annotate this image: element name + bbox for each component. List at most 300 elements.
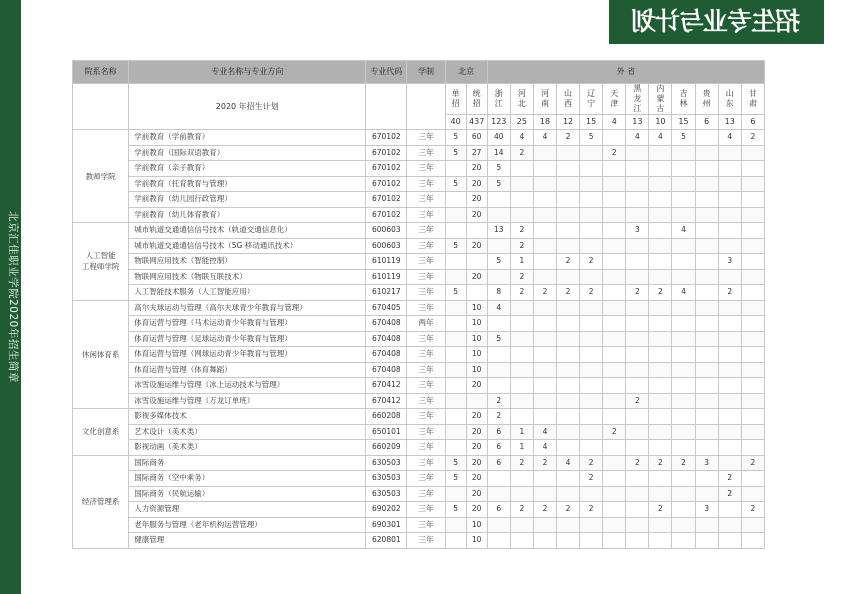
major-name: 学前教育（学前教育） <box>129 130 366 146</box>
table-row <box>73 223 765 239</box>
quota-cell: 6 <box>487 440 510 456</box>
major-code: 630503 <box>366 455 407 471</box>
quota-cell <box>672 238 695 254</box>
quota-cell <box>718 440 741 456</box>
quota-cell <box>718 347 741 363</box>
quota-cell <box>533 517 556 533</box>
quota-cell <box>741 440 764 456</box>
major-name: 体育运营与管理（网球运动青少年教育与管理） <box>129 347 366 363</box>
quota-cell <box>741 254 764 270</box>
quota-cell <box>672 176 695 192</box>
quota-cell <box>649 409 672 425</box>
province-quota: 15 <box>672 115 695 130</box>
quota-cell <box>741 424 764 440</box>
quota-cell <box>533 409 556 425</box>
province-name: 黑 龙 江 <box>626 84 649 115</box>
study-duration: 三年 <box>407 145 445 161</box>
quota-cell <box>510 393 533 409</box>
dept-name: 经济管理系 <box>73 455 129 548</box>
major-name: 老年服务与管理（老年机构运营管理） <box>129 517 366 533</box>
quota-cell: 2 <box>741 455 764 471</box>
quota-cell <box>649 517 672 533</box>
quota-cell: 5 <box>445 238 466 254</box>
quota-cell: 2 <box>718 471 741 487</box>
quota-cell <box>603 269 626 285</box>
quota-cell <box>741 316 764 332</box>
quota-cell: 2 <box>672 455 695 471</box>
quota-cell <box>445 362 466 378</box>
quota-cell <box>557 331 580 347</box>
quota-cell <box>603 440 626 456</box>
major-name: 城市轨道交通通信信号技术（轨道交通信息化） <box>129 223 366 239</box>
quota-cell <box>741 176 764 192</box>
quota-cell <box>672 471 695 487</box>
quota-cell <box>626 331 649 347</box>
quota-cell <box>603 409 626 425</box>
quota-cell: 2 <box>580 502 603 518</box>
major-name: 学前教育（托育教育与管理） <box>129 176 366 192</box>
province-quota: 6 <box>695 115 718 130</box>
quota-cell <box>580 533 603 549</box>
table-row <box>73 471 765 487</box>
quota-cell <box>580 207 603 223</box>
quota-cell <box>672 161 695 177</box>
quota-cell: 2 <box>510 269 533 285</box>
quota-cell <box>649 223 672 239</box>
major-code: 610119 <box>366 254 407 270</box>
major-code: 670102 <box>366 130 407 146</box>
major-name: 学前教育（亲子教育） <box>129 161 366 177</box>
province-quota: 13 <box>626 115 649 130</box>
quota-cell: 20 <box>466 486 487 502</box>
quota-cell: 20 <box>466 378 487 394</box>
quota-cell <box>580 269 603 285</box>
quota-cell <box>557 207 580 223</box>
quota-cell <box>557 300 580 316</box>
header-major: 专业名称与专业方向 <box>129 61 366 84</box>
quota-cell: 4 <box>718 130 741 146</box>
quota-cell <box>718 331 741 347</box>
quota-cell <box>487 347 510 363</box>
quota-cell <box>445 269 466 285</box>
table-header-row <box>73 61 765 84</box>
quota-cell <box>533 207 556 223</box>
quota-cell: 10 <box>466 517 487 533</box>
study-duration: 三年 <box>407 331 445 347</box>
quota-cell <box>580 300 603 316</box>
quota-cell: 2 <box>533 285 556 301</box>
quota-cell: 4 <box>672 223 695 239</box>
quota-cell <box>580 378 603 394</box>
table-row <box>73 145 765 161</box>
quota-cell <box>741 207 764 223</box>
province-quota: 18 <box>533 115 556 130</box>
quota-cell <box>533 223 556 239</box>
quota-cell: 20 <box>466 269 487 285</box>
quota-cell <box>741 347 764 363</box>
quota-cell <box>741 223 764 239</box>
major-name: 学前教育（国际双语教育） <box>129 145 366 161</box>
quota-cell <box>695 207 718 223</box>
quota-cell <box>626 192 649 208</box>
quota-cell <box>445 533 466 549</box>
quota-cell <box>557 424 580 440</box>
major-name: 物联网应用技术（智能控制） <box>129 254 366 270</box>
quota-cell <box>445 378 466 394</box>
quota-cell <box>533 533 556 549</box>
quota-cell <box>533 176 556 192</box>
quota-cell <box>445 440 466 456</box>
quota-cell <box>603 471 626 487</box>
quota-cell <box>580 486 603 502</box>
major-code: 620801 <box>366 533 407 549</box>
quota-cell <box>557 145 580 161</box>
quota-cell <box>695 331 718 347</box>
quota-cell <box>603 285 626 301</box>
quota-cell: 20 <box>466 455 487 471</box>
quota-cell: 10 <box>466 300 487 316</box>
quota-cell: 20 <box>466 440 487 456</box>
quota-cell: 5 <box>445 176 466 192</box>
study-duration: 三年 <box>407 161 445 177</box>
study-duration: 三年 <box>407 192 445 208</box>
quota-cell <box>580 145 603 161</box>
province-quota: 12 <box>557 115 580 130</box>
quota-cell <box>672 254 695 270</box>
major-name: 学前教育（幼儿体育教育） <box>129 207 366 223</box>
quota-cell <box>695 145 718 161</box>
quota-cell: 6 <box>487 424 510 440</box>
study-duration: 三年 <box>407 176 445 192</box>
quota-cell <box>533 300 556 316</box>
table-row <box>73 362 765 378</box>
quota-cell: 10 <box>466 331 487 347</box>
table-row <box>73 300 765 316</box>
quota-cell <box>649 316 672 332</box>
quota-cell <box>603 378 626 394</box>
quota-cell <box>718 316 741 332</box>
study-duration: 三年 <box>407 285 445 301</box>
quota-cell: 2 <box>649 502 672 518</box>
quota-cell <box>626 362 649 378</box>
study-duration: 三年 <box>407 378 445 394</box>
quota-cell <box>533 238 556 254</box>
quota-cell <box>626 378 649 394</box>
quota-cell <box>718 161 741 177</box>
table-row <box>73 409 765 425</box>
quota-cell <box>487 316 510 332</box>
table-row <box>73 316 765 332</box>
major-name: 影视多媒体技术 <box>129 409 366 425</box>
major-name: 体育运营与管理（足球运动青少年教育与管理） <box>129 331 366 347</box>
quota-cell: 2 <box>533 455 556 471</box>
quota-cell <box>718 145 741 161</box>
quota-cell <box>695 393 718 409</box>
quota-cell <box>718 269 741 285</box>
quota-cell: 20 <box>466 471 487 487</box>
quota-cell: 2 <box>557 254 580 270</box>
quota-cell <box>718 362 741 378</box>
major-code: 670405 <box>366 300 407 316</box>
quota-cell: 20 <box>466 424 487 440</box>
quota-cell <box>672 331 695 347</box>
major-code: 670102 <box>366 192 407 208</box>
quota-cell <box>557 269 580 285</box>
table-row <box>73 192 765 208</box>
quota-cell <box>626 316 649 332</box>
major-name: 艺术设计（美术类） <box>129 424 366 440</box>
major-code: 600603 <box>366 223 407 239</box>
header-dept: 院系名称 <box>73 61 129 84</box>
quota-cell <box>695 471 718 487</box>
quota-cell <box>672 362 695 378</box>
quota-cell <box>603 238 626 254</box>
quota-cell <box>649 378 672 394</box>
quota-cell <box>649 176 672 192</box>
quota-cell <box>626 486 649 502</box>
quota-cell <box>533 331 556 347</box>
quota-cell: 2 <box>626 393 649 409</box>
brochure-title-vertical: 北京汇佳职业学院2020年招生简章 <box>7 211 19 383</box>
quota-cell <box>557 393 580 409</box>
quota-cell <box>626 347 649 363</box>
quota-cell: 4 <box>510 130 533 146</box>
quota-cell <box>672 486 695 502</box>
quota-cell <box>533 145 556 161</box>
quota-cell <box>487 533 510 549</box>
quota-cell <box>695 440 718 456</box>
quota-cell <box>510 471 533 487</box>
quota-cell <box>626 269 649 285</box>
quota-cell: 5 <box>445 130 466 146</box>
banner-title: 招生专业与计划 <box>632 7 801 36</box>
quota-cell <box>487 486 510 502</box>
quota-cell <box>626 254 649 270</box>
study-duration: 三年 <box>407 130 445 146</box>
study-duration: 三年 <box>407 424 445 440</box>
quota-cell <box>649 238 672 254</box>
major-name: 学前教育（幼儿园行政管理） <box>129 192 366 208</box>
quota-cell <box>603 316 626 332</box>
quota-cell <box>695 362 718 378</box>
province-name: 贵 州 <box>695 84 718 115</box>
quota-cell <box>695 285 718 301</box>
quota-cell <box>487 238 510 254</box>
major-name: 城市轨道交通通信信号技术（5G 移动通讯技术） <box>129 238 366 254</box>
quota-cell <box>741 331 764 347</box>
province-name: 统 招 <box>466 84 487 115</box>
quota-cell: 10 <box>466 316 487 332</box>
quota-cell <box>557 471 580 487</box>
quota-cell: 20 <box>466 502 487 518</box>
quota-cell: 3 <box>695 455 718 471</box>
province-name: 河 北 <box>510 84 533 115</box>
table-row <box>73 161 765 177</box>
quota-cell <box>649 347 672 363</box>
quota-cell <box>580 161 603 177</box>
quota-cell <box>603 161 626 177</box>
quota-cell: 5 <box>445 455 466 471</box>
quota-cell: 2 <box>603 424 626 440</box>
major-code: 690202 <box>366 502 407 518</box>
quota-cell: 5 <box>672 130 695 146</box>
quota-cell: 2 <box>626 285 649 301</box>
quota-cell <box>649 362 672 378</box>
quota-cell: 2 <box>533 502 556 518</box>
quota-cell <box>510 409 533 425</box>
table-row <box>73 331 765 347</box>
quota-cell: 5 <box>487 254 510 270</box>
province-quota: 13 <box>718 115 741 130</box>
quota-cell: 2 <box>557 285 580 301</box>
quota-cell: 4 <box>533 424 556 440</box>
quota-cell <box>487 269 510 285</box>
quota-cell <box>603 502 626 518</box>
major-name: 国际商务（空中乘务） <box>129 471 366 487</box>
study-duration: 三年 <box>407 409 445 425</box>
quota-cell: 14 <box>487 145 510 161</box>
quota-cell <box>533 254 556 270</box>
quota-cell <box>533 316 556 332</box>
quota-cell <box>718 517 741 533</box>
quota-cell <box>445 486 466 502</box>
table-row <box>73 378 765 394</box>
dept-name: 人工智能 工程师学院 <box>73 223 129 301</box>
quota-cell: 2 <box>603 145 626 161</box>
header-code: 专业代码 <box>366 61 407 84</box>
quota-cell <box>718 502 741 518</box>
province-name: 山 东 <box>718 84 741 115</box>
quota-cell <box>718 176 741 192</box>
header-outside-provinces: 外 省 <box>487 61 764 84</box>
table-row <box>73 269 765 285</box>
quota-cell <box>695 254 718 270</box>
major-name: 冰雪设施运维与管理（万龙订单班） <box>129 393 366 409</box>
plan-label-blank <box>73 84 129 130</box>
quota-cell <box>649 486 672 502</box>
quota-cell <box>466 393 487 409</box>
quota-cell <box>510 192 533 208</box>
quota-cell: 2 <box>557 130 580 146</box>
quota-cell: 5 <box>445 285 466 301</box>
quota-cell: 2 <box>626 455 649 471</box>
major-name: 冰雪设施运维与管理（冰上运动技术与管理） <box>129 378 366 394</box>
major-code: 670408 <box>366 362 407 378</box>
quota-cell <box>626 238 649 254</box>
quota-cell <box>445 207 466 223</box>
quota-cell: 20 <box>466 238 487 254</box>
quota-cell: 4 <box>649 130 672 146</box>
quota-cell <box>445 424 466 440</box>
quota-cell: 5 <box>580 130 603 146</box>
major-code: 610217 <box>366 285 407 301</box>
quota-cell <box>603 254 626 270</box>
major-name: 影视动画（美术类） <box>129 440 366 456</box>
quota-cell <box>695 192 718 208</box>
dept-name: 教师学院 <box>73 130 129 223</box>
quota-cell <box>741 145 764 161</box>
quota-cell <box>580 440 603 456</box>
quota-cell <box>718 207 741 223</box>
quota-cell <box>718 223 741 239</box>
study-duration: 三年 <box>407 207 445 223</box>
quota-cell <box>695 517 718 533</box>
quota-cell: 3 <box>718 254 741 270</box>
quota-cell <box>580 409 603 425</box>
province-name: 山 西 <box>557 84 580 115</box>
quota-cell <box>695 424 718 440</box>
quota-cell <box>626 207 649 223</box>
table-row <box>73 393 765 409</box>
quota-cell: 2 <box>580 285 603 301</box>
quota-cell <box>741 192 764 208</box>
major-code: 670102 <box>366 161 407 177</box>
quota-cell <box>580 176 603 192</box>
major-code: 630503 <box>366 486 407 502</box>
quota-cell <box>510 362 533 378</box>
quota-cell <box>510 161 533 177</box>
quota-cell <box>649 533 672 549</box>
major-code: 690301 <box>366 517 407 533</box>
study-duration: 三年 <box>407 440 445 456</box>
quota-cell <box>718 378 741 394</box>
quota-cell <box>580 331 603 347</box>
quota-cell <box>741 238 764 254</box>
quota-cell <box>695 223 718 239</box>
quota-cell <box>672 517 695 533</box>
quota-cell <box>580 347 603 363</box>
quota-cell <box>487 192 510 208</box>
quota-cell <box>557 347 580 363</box>
major-code: 610119 <box>366 269 407 285</box>
quota-cell <box>718 424 741 440</box>
table-row <box>73 517 765 533</box>
quota-cell: 2 <box>510 238 533 254</box>
quota-cell: 1 <box>510 440 533 456</box>
quota-cell <box>510 331 533 347</box>
quota-cell <box>695 316 718 332</box>
quota-cell <box>603 300 626 316</box>
quota-cell <box>533 486 556 502</box>
major-code: 600603 <box>366 238 407 254</box>
quota-cell <box>487 471 510 487</box>
quota-cell <box>672 393 695 409</box>
quota-cell: 4 <box>533 440 556 456</box>
quota-cell: 2 <box>510 455 533 471</box>
quota-cell: 2 <box>741 502 764 518</box>
quota-cell <box>626 502 649 518</box>
quota-cell: 6 <box>487 455 510 471</box>
province-quota: 15 <box>580 115 603 130</box>
quota-cell: 3 <box>695 502 718 518</box>
quota-cell <box>718 533 741 549</box>
quota-cell <box>557 440 580 456</box>
quota-cell: 1 <box>510 424 533 440</box>
quota-cell <box>672 440 695 456</box>
quota-cell: 2 <box>510 502 533 518</box>
dept-name: 休闲体育系 <box>73 300 129 409</box>
quota-cell <box>557 161 580 177</box>
study-duration: 三年 <box>407 347 445 363</box>
study-duration: 三年 <box>407 533 445 549</box>
province-quota: 123 <box>487 115 510 130</box>
quota-cell <box>557 378 580 394</box>
quota-cell: 4 <box>672 285 695 301</box>
quota-cell <box>445 161 466 177</box>
quota-cell: 2 <box>557 502 580 518</box>
quota-cell <box>672 347 695 363</box>
quota-cell <box>718 409 741 425</box>
